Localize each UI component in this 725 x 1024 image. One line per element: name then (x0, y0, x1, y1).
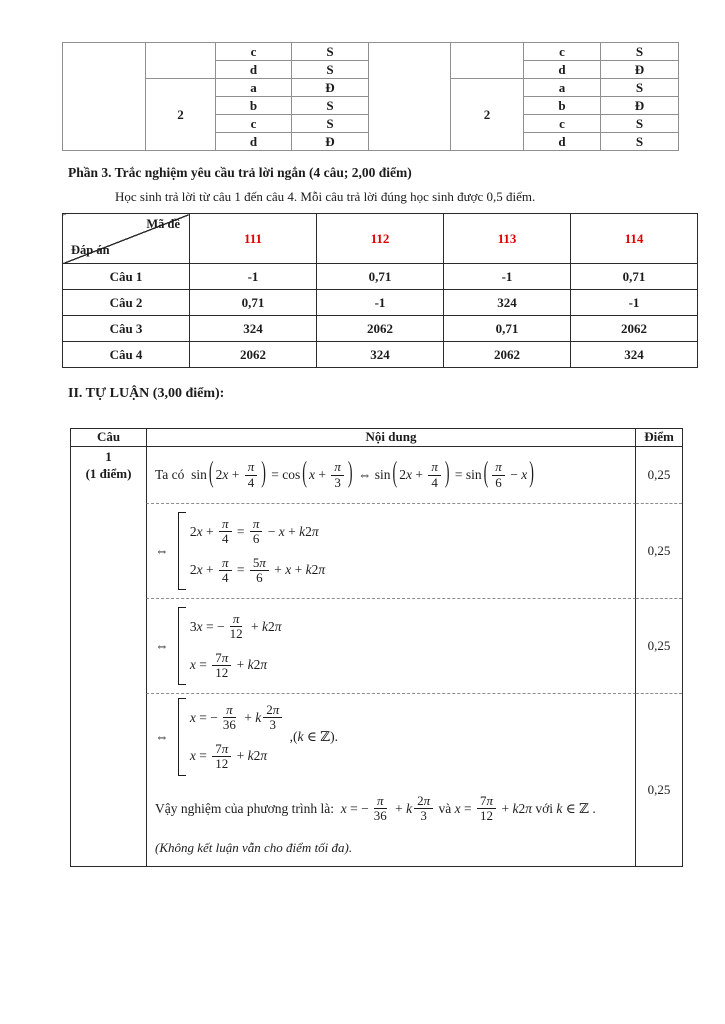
solution-step-2 (146, 504, 636, 599)
scratch-left-group-spacer (146, 43, 216, 79)
value-cell: Đ (292, 79, 369, 97)
answer-cell: -1 (571, 290, 698, 316)
corner-label-dap-an: Đáp án (71, 243, 110, 257)
option-cell: a (524, 79, 601, 97)
option-cell: a (216, 79, 292, 97)
option-cell: c (216, 115, 292, 133)
answer-cell: 0,71 (571, 264, 698, 290)
value-cell: Đ (601, 61, 679, 79)
option-cell: d (216, 61, 292, 79)
value-cell: Đ (601, 97, 679, 115)
row-label: Câu 3 (63, 316, 190, 342)
scratch-row (63, 43, 679, 61)
score-step-3: 0,25 (636, 599, 682, 694)
answer-cell: 324 (571, 342, 698, 368)
header-diem: Điểm (644, 429, 674, 444)
solution-table (70, 428, 683, 867)
corner-label-ma-de: Mã đề (146, 217, 180, 231)
scratch-answer-table (62, 42, 679, 151)
question-points: (1 điểm) (85, 465, 132, 481)
option-cell: c (524, 115, 601, 133)
answer-cell: 2062 (190, 342, 317, 368)
answer-key-header-row (63, 214, 698, 264)
answer-key-row (63, 264, 698, 290)
part3-heading: Phần 3. Trắc nghiệm yêu cầu trả lời ngắn (4 câu; 2,00 điểm) (68, 165, 412, 180)
value-cell: S (292, 61, 369, 79)
answer-key-table (62, 213, 698, 368)
answer-key-row (63, 290, 698, 316)
value-cell: S (292, 43, 369, 61)
value-cell: S (292, 115, 369, 133)
answer-cell: 324 (317, 342, 444, 368)
equation-line: ⇔ 2x + $\frac{\pi}{4}$ = $\frac{\pi}{6}$ − x + k2π 2x + $\frac{\pi}{4}$ = $\frac{5\pi}{6}$ + x + k2π (155, 512, 631, 590)
grading-note: (Không kết luận vẫn cho điểm tối đa). (155, 839, 353, 855)
row-label: Câu 2 (63, 290, 190, 316)
question-cell (71, 447, 146, 866)
scratch-right-group-spacer (451, 43, 524, 79)
equation-line: ⇔ 3x = − $\frac{\pi}{12}$ + k2π x = $\frac{7\pi}{12}$ + k2π (155, 607, 631, 685)
exam-code-114: 114 (571, 214, 698, 264)
value-cell: S (292, 97, 369, 115)
answer-cell: -1 (317, 290, 444, 316)
score-step-4: 0,25 (647, 782, 671, 797)
exam-code-113: 113 (444, 214, 571, 264)
answer-cell: -1 (444, 264, 571, 290)
solution-step-4 (146, 694, 636, 866)
equation-line: Ta có sin ( 2x + $\frac{\pi}{4}$ ) = cos ( x + $\frac{\pi}{3}$ ) ⇔ sin ( 2x + $\frac{\pi}{4}$ ) = sin ( $\frac{\pi}{6}$ − x ) (155, 457, 534, 491)
exam-code-111: 111 (190, 214, 317, 264)
question-number-cell: 2 (146, 79, 216, 151)
value-cell: S (601, 133, 679, 151)
header-cau: Câu (96, 429, 121, 444)
score-step-1: 0,25 (636, 447, 682, 504)
exam-code-112: 112 (317, 214, 444, 264)
answer-key-row (63, 316, 698, 342)
option-cell: d (216, 133, 292, 151)
option-cell: c (216, 43, 292, 61)
question-number-cell: 2 (451, 79, 524, 151)
solution-step-1 (146, 447, 636, 504)
equation-line: ⇔ x = − $\frac{\pi}{36}$ + k $\frac{2\pi}{3}$ x = $\frac{7\pi}{12}$ + k2π ,(k ∈ ℤ). (155, 698, 631, 776)
option-cell: b (524, 97, 601, 115)
scratch-gap-cell (369, 43, 451, 151)
answer-cell: 0,71 (317, 264, 444, 290)
value-cell: S (601, 115, 679, 133)
scratch-left-spacer-cell (63, 43, 146, 151)
solution-table-header (71, 429, 682, 447)
answer-cell: 2062 (317, 316, 444, 342)
answer-cell: 324 (444, 290, 571, 316)
answer-cell: 2062 (571, 316, 698, 342)
row-label: Câu 1 (63, 264, 190, 290)
answer-cell: -1 (190, 264, 317, 290)
value-cell: Đ (292, 133, 369, 151)
part3-instruction: Học sinh trả lời từ câu 1 đến câu 4. Mỗi câu trả lời đúng học sinh được 0,5 điểm. (115, 189, 536, 204)
header-noi-dung: Nội dung (146, 429, 636, 446)
option-cell: d (524, 61, 601, 79)
answer-cell: 324 (190, 316, 317, 342)
value-cell: S (601, 43, 679, 61)
part2-heading: II. TỰ LUẬN (3,00 điểm): (68, 386, 225, 401)
option-cell: c (524, 43, 601, 61)
question-number: 1 (105, 449, 112, 464)
conclusion-line: Vậy nghiệm của phương trình là: x = − $\frac{\pi}{36}$ + k $\frac{2\pi}{3}$ và x = $\frac{7\pi}{12}$ + k2π với k ∈ ℤ . (155, 793, 596, 824)
solution-table-body (71, 447, 682, 866)
answer-key-row (63, 342, 698, 368)
solution-step-3 (146, 599, 636, 694)
option-cell: b (216, 97, 292, 115)
diagonal-header-cell (63, 214, 190, 264)
value-cell: S (601, 79, 679, 97)
row-label: Câu 4 (63, 342, 190, 368)
option-cell: d (524, 133, 601, 151)
answer-cell: 2062 (444, 342, 571, 368)
score-step-2: 0,25 (636, 504, 682, 599)
answer-cell: 0,71 (190, 290, 317, 316)
answer-cell: 0,71 (444, 316, 571, 342)
